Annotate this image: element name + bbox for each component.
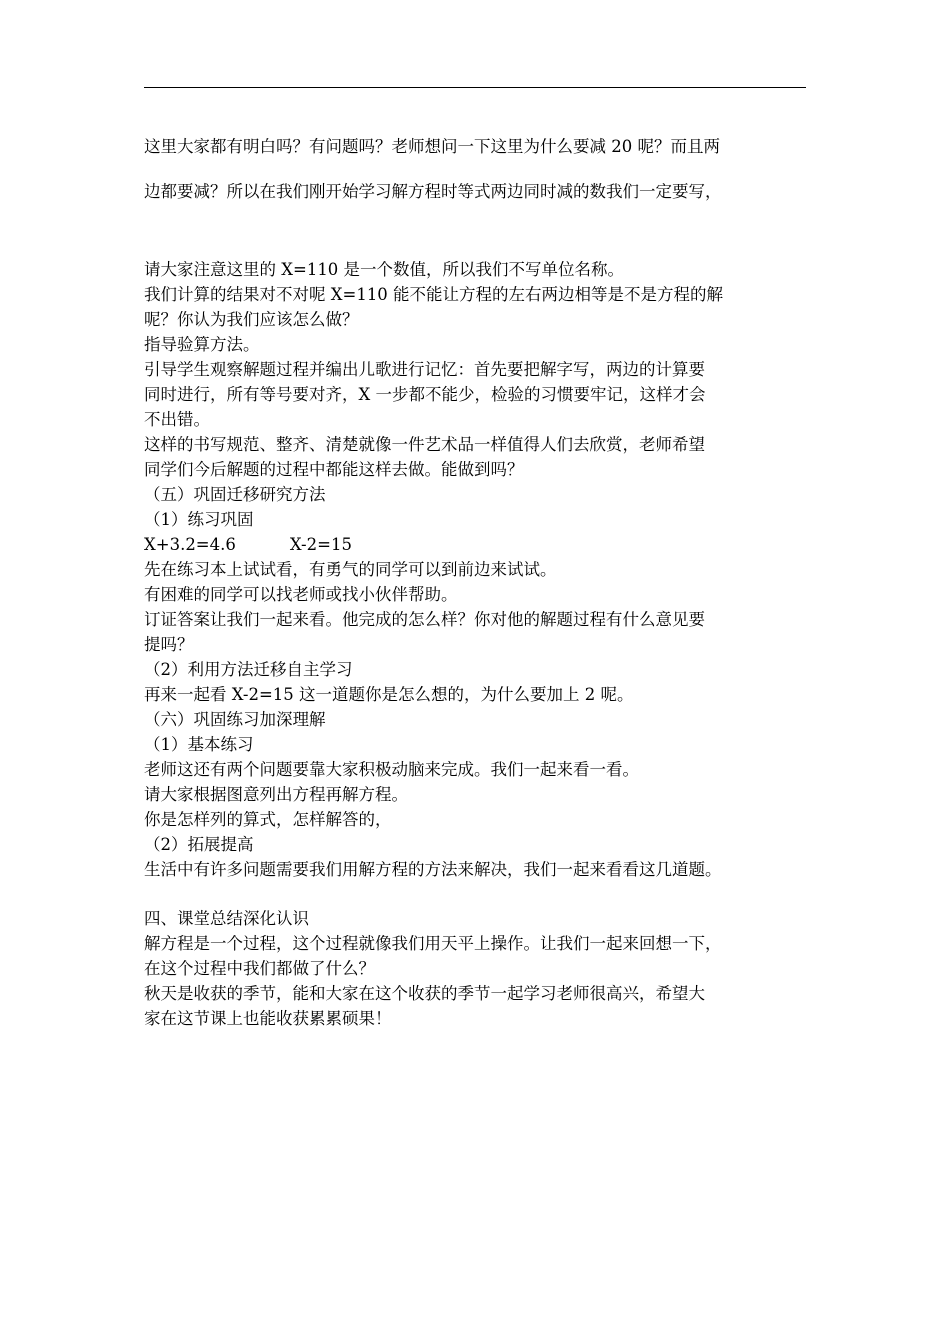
equations-line bbox=[144, 532, 844, 557]
text-line: 这样的书写规范、整齐、清楚就像一件艺术品一样值得人们去欣赏，老师希望 bbox=[144, 435, 705, 454]
section-heading: （六）巩固练习加深理解 bbox=[144, 710, 326, 729]
text-line: 指导验算方法。 bbox=[144, 335, 260, 354]
body-section bbox=[144, 257, 844, 882]
text-line: 不出错。 bbox=[144, 410, 210, 429]
text-line: 我们计算的结果对不对呢 X=110 能不能让方程的左右两边相等是不是方程的解 bbox=[144, 285, 724, 304]
text-line: 你是怎样列的算式，怎样解答的， bbox=[144, 810, 392, 829]
equation-2: X-2=15 bbox=[289, 535, 352, 554]
text-line: 这里大家都有明白吗？有问题吗？老师想问一下这里为什么要减 20 呢？而且两 bbox=[144, 137, 720, 156]
text-line: 同时进行，所有等号要对齐，X 一步都不能少，检验的习惯要牢记，这样才会 bbox=[144, 385, 706, 404]
text-line: 同学们今后解题的过程中都能这样去做。能做到吗？ bbox=[144, 460, 524, 479]
text-line: 生活中有许多问题需要我们用解方程的方法来解决，我们一起来看看这几道题。 bbox=[144, 860, 722, 879]
text-line: 有困难的同学可以找老师或找小伙伴帮助。 bbox=[144, 585, 458, 604]
section-heading: （五）巩固迁移研究方法 bbox=[144, 485, 326, 504]
header-rule bbox=[144, 87, 806, 88]
text-line: 请大家根据图意列出方程再解方程。 bbox=[144, 785, 408, 804]
text-line: 呢？你认为我们应该怎么做？ bbox=[144, 310, 359, 329]
text-line: 秋天是收获的季节，能和大家在这个收获的季节一起学习老师很高兴，希望大 bbox=[144, 984, 705, 1003]
text-line: 提吗？ bbox=[144, 635, 194, 654]
text-line: 再来一起看 X-2=15 这一道题你是怎么想的，为什么要加上 2 呢。 bbox=[144, 685, 634, 704]
intro-paragraph bbox=[144, 124, 844, 214]
section-heading: 四、课堂总结深化认识 bbox=[144, 909, 309, 928]
text-line: 引导学生观察解题过程并编出儿歌进行记忆：首先要把解字写，两边的计算要 bbox=[144, 360, 705, 379]
subsection-heading: （1）练习巩固 bbox=[144, 510, 254, 529]
text-line: 先在练习本上试试看，有勇气的同学可以到前边来试试。 bbox=[144, 560, 557, 579]
text-line: 解方程是一个过程，这个过程就像我们用天平上操作。让我们一起来回想一下， bbox=[144, 934, 722, 953]
equation-1: X+3.2=4.6 bbox=[144, 535, 236, 554]
text-line: 老师这还有两个问题要靠大家积极动脑来完成。我们一起来看一看。 bbox=[144, 760, 639, 779]
text-line: 请大家注意这里的 X=110 是一个数值，所以我们不写单位名称。 bbox=[144, 260, 625, 279]
text-line: 订证答案让我们一起来看。他完成的怎么样？你对他的解题过程有什么意见要 bbox=[144, 610, 705, 629]
subsection-heading: （2）利用方法迁移自主学习 bbox=[144, 660, 353, 679]
text-line: 在这个过程中我们都做了什么？ bbox=[144, 959, 375, 978]
subsection-heading: （1）基本练习 bbox=[144, 735, 254, 754]
subsection-heading: （2）拓展提高 bbox=[144, 835, 254, 854]
summary-section bbox=[144, 906, 844, 1031]
text-line: 家在这节课上也能收获累累硕果！ bbox=[144, 1009, 392, 1028]
text-line: 边都要减？所以在我们刚开始学习解方程时等式两边同时减的数我们一定要写， bbox=[144, 182, 722, 201]
